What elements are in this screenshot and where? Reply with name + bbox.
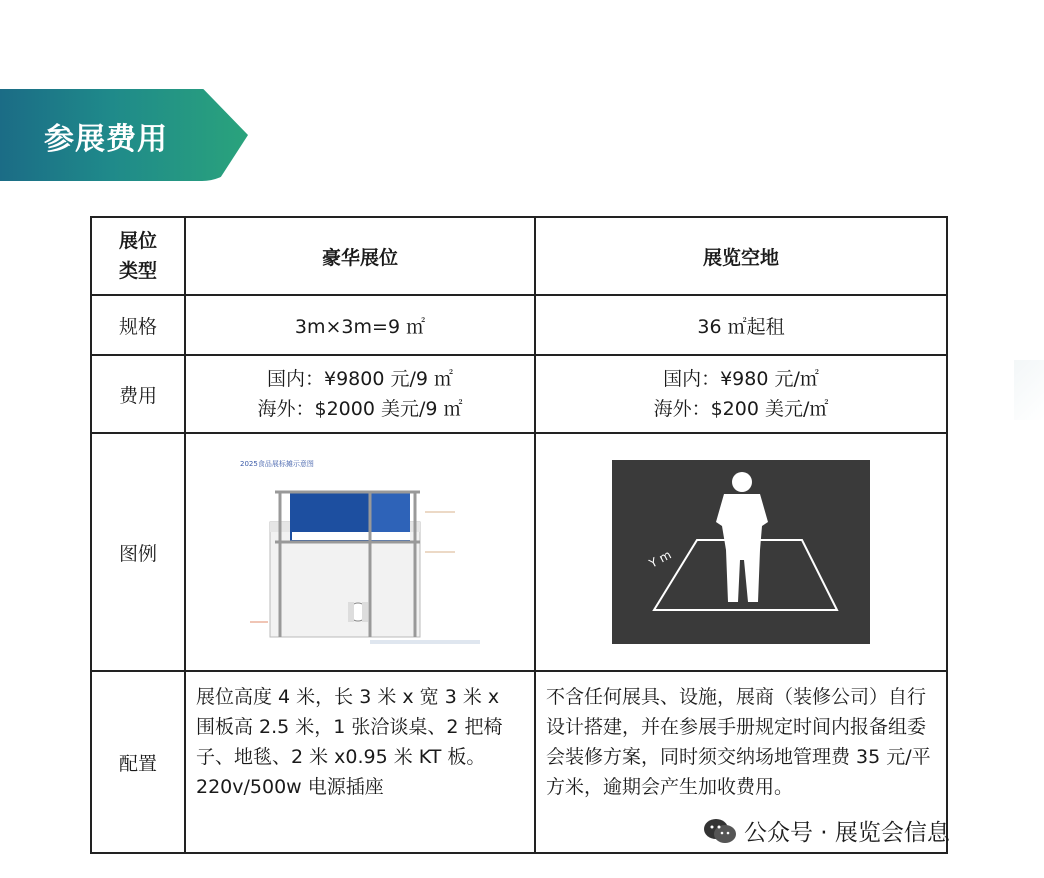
deluxe-fee-overseas: 海外：$2000 美元/9 ㎡ <box>257 398 463 420</box>
space-spec: 36 ㎡起租 <box>535 295 947 355</box>
deluxe-fee-domestic: 国内：¥9800 元/9 ㎡ <box>266 368 453 390</box>
table-row-spec <box>91 295 947 355</box>
row-label-spec: 规格 <box>91 295 185 355</box>
section-title: 参展费用 <box>44 122 168 157</box>
deluxe-illustration <box>185 433 535 671</box>
table-header-row <box>91 217 947 295</box>
row-label-fee: 费用 <box>91 355 185 433</box>
booth-illustration <box>220 452 500 652</box>
space-illustration-image <box>612 460 870 644</box>
table-row-illustration <box>91 433 947 671</box>
decorative-shape <box>1014 360 1044 420</box>
table-row-fee <box>91 355 947 433</box>
header-booth-type <box>91 217 185 295</box>
header-booth-type-text: 展位 类型 <box>118 230 157 282</box>
space-illustration <box>535 433 947 671</box>
booth-caption: 2025食品展标摊示意图 <box>240 460 314 468</box>
fee-table <box>90 216 948 854</box>
space-fee-domestic: 国内：¥980 元/㎡ <box>663 368 819 390</box>
space-config: 不含任何展具、设施，展商（装修公司）自行设计搭建，并在参展手册规定时间内报备组委会装修方案，同时须交纳场地管理费 35 元/平方米，逾期会产生加收费用。 <box>535 671 947 853</box>
watermark-text: 公众号 · 展览会信息 <box>744 820 950 846</box>
wechat-icon <box>702 817 738 845</box>
watermark <box>702 814 950 847</box>
space-dimension-label: Y m <box>646 547 674 571</box>
deluxe-fee <box>185 355 535 433</box>
header-space: 展览空地 <box>535 217 947 295</box>
header-deluxe: 豪华展位 <box>185 217 535 295</box>
space-fee <box>535 355 947 433</box>
deluxe-config: 展位高度 4 米，长 3 米 x 宽 3 米 x 围板高 2.5 米，1 张洽谈桌、2 把椅子、地毯、2 米 x0.95 米 KT 板。220v/500w 电源插座 <box>185 671 535 853</box>
space-fee-overseas: 海外：$200 美元/㎡ <box>653 398 829 420</box>
deluxe-spec: 3m×3m=9 ㎡ <box>185 295 535 355</box>
row-label-illustration: 图例 <box>91 433 185 671</box>
row-label-config: 配置 <box>91 671 185 853</box>
